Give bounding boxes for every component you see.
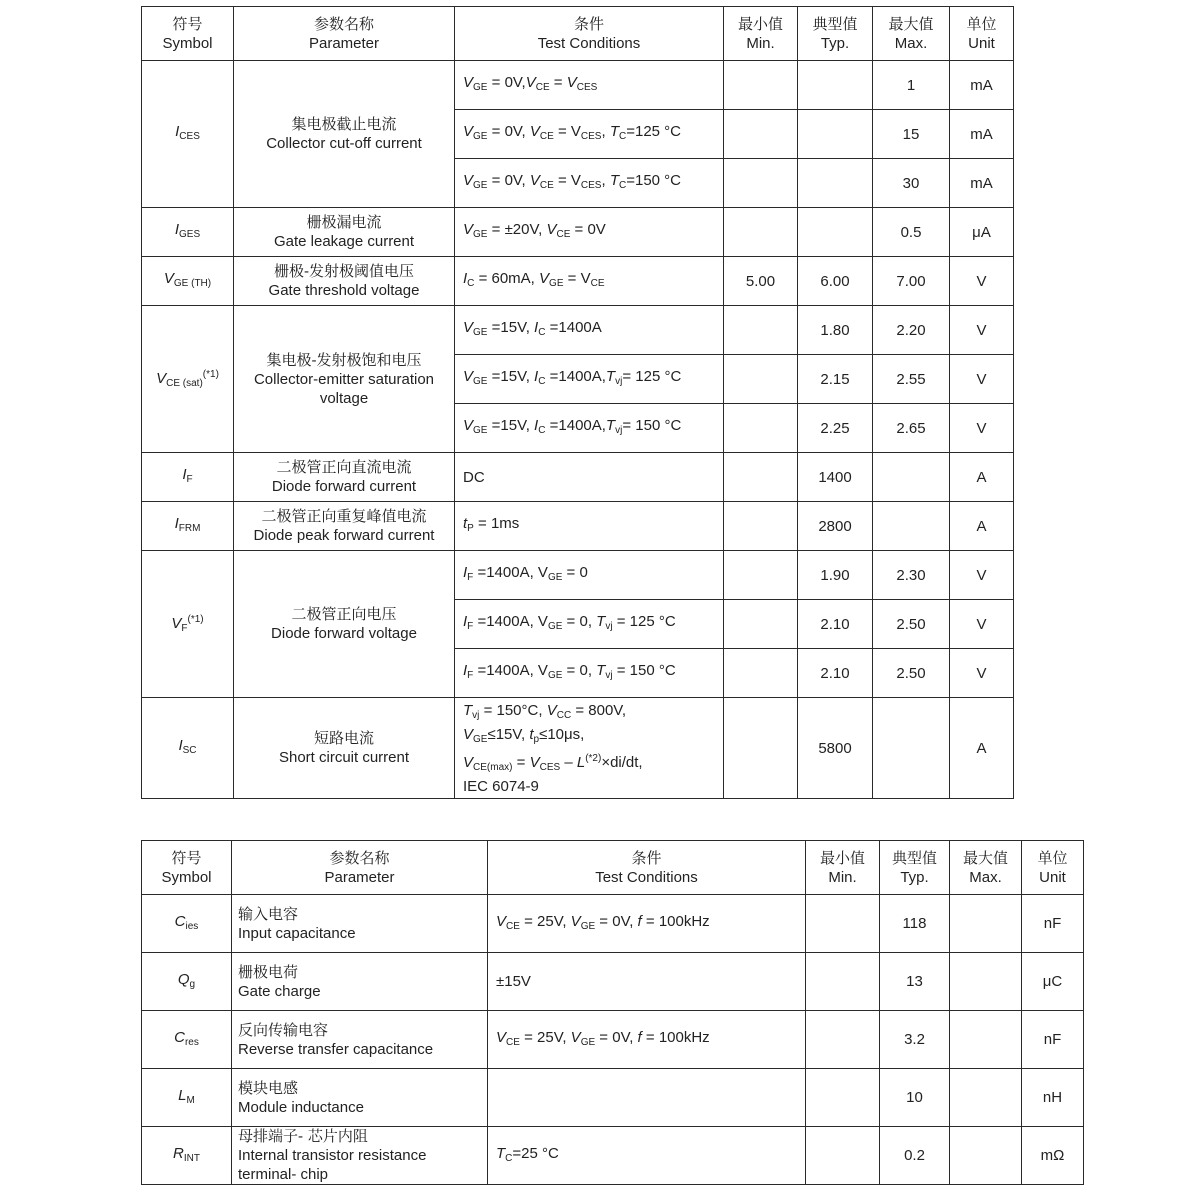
max-cell: [950, 1069, 1022, 1127]
header-typ: 典型值 Typ.: [798, 7, 873, 61]
unit-cell: mA: [950, 159, 1014, 208]
typ-cell: 2.10: [798, 600, 873, 649]
table-row: [142, 208, 1014, 257]
typ-cell: 0.2: [880, 1127, 950, 1185]
max-cell: [873, 698, 950, 799]
condition-cell: [488, 1069, 806, 1127]
table-row: [142, 257, 1014, 306]
table-row: [142, 502, 1014, 551]
min-cell: [806, 895, 880, 953]
header-conditions: 条件 Test Conditions: [455, 7, 724, 61]
header-max: 最大值 Max.: [950, 841, 1022, 895]
symbol-cres: $C_{res}$: [142, 1011, 232, 1069]
header-parameter: 参数名称 Parameter: [232, 841, 488, 895]
param-iges: 栅极漏电流 Gate leakage current: [234, 208, 455, 257]
max-cell: 2.50: [873, 600, 950, 649]
unit-cell: V: [950, 649, 1014, 698]
param-rint: 母排端子- 芯片内阻 Internal transistor resistance terminal- chip: [232, 1127, 488, 1185]
typ-cell: 13: [880, 953, 950, 1011]
typ-cell: 2.10: [798, 649, 873, 698]
min-cell: [724, 355, 798, 404]
symbol-ices: $I_{CES}$: [142, 61, 234, 208]
unit-cell: A: [950, 502, 1014, 551]
condition-cell: $I_F =1400A$, $V_{GE} = 0$, $T_{vj} = 150$ °C: [455, 649, 724, 698]
condition-cell: $V_{GE} =15V$, $I_C =1400A,T_{vj}= 150$ °C: [455, 404, 724, 453]
symbol-if: $I_F$: [142, 453, 234, 502]
table-header-row: [142, 841, 1084, 895]
header-min: 最小值 Min.: [724, 7, 798, 61]
min-cell: [724, 110, 798, 159]
param-vgeth: 栅极-发射极阈值电压 Gate threshold voltage: [234, 257, 455, 306]
table-row: [142, 698, 1014, 799]
typ-cell: 5800: [798, 698, 873, 799]
condition-cell: $V_{GE} = \pm 20V$, $V_{CE} = 0V$: [455, 208, 724, 257]
table-row: [142, 953, 1084, 1011]
unit-cell: mΩ: [1022, 1127, 1084, 1185]
typ-cell: 1.80: [798, 306, 873, 355]
condition-cell: $V_{CE} = 25V$, $V_{GE} = 0V$, f = 100kHz: [488, 895, 806, 953]
unit-cell: V: [950, 551, 1014, 600]
max-cell: [950, 953, 1022, 1011]
table-row: [142, 1069, 1084, 1127]
header-typ: 典型值 Typ.: [880, 841, 950, 895]
max-cell: [950, 895, 1022, 953]
param-lm: 模块电感 Module inductance: [232, 1069, 488, 1127]
condition-cell: $V_{CE} = 25V$, $V_{GE} = 0V$, f = 100kHz: [488, 1011, 806, 1069]
unit-cell: A: [950, 453, 1014, 502]
min-cell: [724, 208, 798, 257]
typ-cell: 2.25: [798, 404, 873, 453]
typ-cell: 10: [880, 1069, 950, 1127]
max-cell: 2.55: [873, 355, 950, 404]
symbol-vgeth: $V_{GE (TH)}$: [142, 257, 234, 306]
min-cell: [724, 404, 798, 453]
table-row: [142, 306, 1014, 355]
symbol-qg: $Q_g$: [142, 953, 232, 1011]
min-cell: 5.00: [724, 257, 798, 306]
unit-cell: V: [950, 257, 1014, 306]
module-characteristics-table: [141, 840, 1084, 1185]
min-cell: [806, 1011, 880, 1069]
electrical-characteristics-table: [141, 6, 1014, 799]
max-cell: [950, 1011, 1022, 1069]
table-row: [142, 551, 1014, 600]
unit-cell: V: [950, 404, 1014, 453]
min-cell: [724, 61, 798, 110]
condition-cell: $V_{GE} = 0V$, $V_{CE} = V_{CES}$, $T_C=150$ °C: [455, 159, 724, 208]
max-cell: [873, 453, 950, 502]
header-parameter: 参数名称 Parameter: [234, 7, 455, 61]
max-cell: [873, 502, 950, 551]
param-vf: 二极管正向电压 Diode forward voltage: [234, 551, 455, 698]
symbol-iges: $I_{GES}$: [142, 208, 234, 257]
param-cres: 反向传输电容 Reverse transfer capacitance: [232, 1011, 488, 1069]
condition-cell: $I_C = 60mA$, $V_{GE} = V_{CE}$: [455, 257, 724, 306]
unit-cell: nH: [1022, 1069, 1084, 1127]
min-cell: [724, 551, 798, 600]
typ-cell: 2.15: [798, 355, 873, 404]
max-cell: 2.20: [873, 306, 950, 355]
min-cell: [724, 698, 798, 799]
symbol-vcesat: $V_{CE (sat)}^{(*1)}$: [142, 306, 234, 453]
max-cell: 1: [873, 61, 950, 110]
typ-cell: [798, 61, 873, 110]
header-unit: 单位 Unit: [1022, 841, 1084, 895]
condition-cell: $T_C=25$ °C: [488, 1127, 806, 1185]
symbol-ifrm: $I_{FRM}$: [142, 502, 234, 551]
min-cell: [806, 953, 880, 1011]
table-row: [142, 453, 1014, 502]
header-symbol: 符号 Symbol: [142, 7, 234, 61]
condition-cell: $T_{vj} = 150^\circ C$, $V_{CC} = 800V$, $V_{GE}\le 15V$, $t_p\le 10\mu s$, $V_{CE(max)} = V_{CES} - L^{(*2)}\times di/dt$, IEC 6074-9: [455, 698, 724, 799]
unit-cell: A: [950, 698, 1014, 799]
unit-cell: mA: [950, 61, 1014, 110]
condition-cell: $I_F =1400A$, $V_{GE} = 0$: [455, 551, 724, 600]
unit-cell: nF: [1022, 1011, 1084, 1069]
condition-cell: $I_F =1400A$, $V_{GE} = 0$, $T_{vj} = 125$ °C: [455, 600, 724, 649]
table-row: [142, 1011, 1084, 1069]
condition-cell: $V_{GE} = 0V,V_{CE} = V_{CES}$: [455, 61, 724, 110]
unit-cell: V: [950, 600, 1014, 649]
typ-cell: 1.90: [798, 551, 873, 600]
max-cell: 2.65: [873, 404, 950, 453]
max-cell: [950, 1127, 1022, 1185]
table-row: [142, 1127, 1084, 1185]
typ-cell: 1400: [798, 453, 873, 502]
min-cell: [724, 600, 798, 649]
header-min: 最小值 Min.: [806, 841, 880, 895]
unit-cell: V: [950, 355, 1014, 404]
param-cies: 输入电容 Input capacitance: [232, 895, 488, 953]
max-cell: 30: [873, 159, 950, 208]
min-cell: [724, 453, 798, 502]
symbol-cies: $C_{ies}$: [142, 895, 232, 953]
typ-cell: [798, 159, 873, 208]
param-ices: 集电极截止电流 Collector cut-off current: [234, 61, 455, 208]
param-isc: 短路电流 Short circuit current: [234, 698, 455, 799]
param-qg: 栅极电荷 Gate charge: [232, 953, 488, 1011]
header-symbol: 符号 Symbol: [142, 841, 232, 895]
typ-cell: 3.2: [880, 1011, 950, 1069]
typ-cell: 6.00: [798, 257, 873, 306]
table-header-row: [142, 7, 1014, 61]
typ-cell: 2800: [798, 502, 873, 551]
unit-cell: nF: [1022, 895, 1084, 953]
condition-cell: $V_{GE} =15V$, $I_C =1400A,T_{vj}= 125$ °C: [455, 355, 724, 404]
min-cell: [806, 1127, 880, 1185]
min-cell: [724, 649, 798, 698]
typ-cell: 118: [880, 895, 950, 953]
header-unit: 单位 Unit: [950, 7, 1014, 61]
param-ifrm: 二极管正向重复峰值电流 Diode peak forward current: [234, 502, 455, 551]
header-conditions: 条件 Test Conditions: [488, 841, 806, 895]
unit-cell: mA: [950, 110, 1014, 159]
max-cell: 0.5: [873, 208, 950, 257]
table-row: [142, 895, 1084, 953]
min-cell: [806, 1069, 880, 1127]
unit-cell: μC: [1022, 953, 1084, 1011]
condition-cell: $V_{GE} =15V$, $I_C =1400A$: [455, 306, 724, 355]
min-cell: [724, 159, 798, 208]
min-cell: [724, 502, 798, 551]
symbol-lm: $L_M$: [142, 1069, 232, 1127]
condition-cell: $V_{GE} = 0V$, $V_{CE} = V_{CES}$, $T_C=125$ °C: [455, 110, 724, 159]
condition-cell: $t_P = 1ms$: [455, 502, 724, 551]
symbol-rint: $R_{INT}$: [142, 1127, 232, 1185]
table-row: [142, 61, 1014, 110]
min-cell: [724, 306, 798, 355]
unit-cell: μA: [950, 208, 1014, 257]
typ-cell: [798, 110, 873, 159]
symbol-isc: $I_{SC}$: [142, 698, 234, 799]
max-cell: 2.30: [873, 551, 950, 600]
condition-cell: DC: [455, 453, 724, 502]
typ-cell: [798, 208, 873, 257]
unit-cell: V: [950, 306, 1014, 355]
max-cell: 7.00: [873, 257, 950, 306]
condition-cell: ±15V: [488, 953, 806, 1011]
header-max: 最大值 Max.: [873, 7, 950, 61]
param-if: 二极管正向直流电流 Diode forward current: [234, 453, 455, 502]
param-vcesat: 集电极-发射极饱和电压 Collector-emitter saturation voltage: [234, 306, 455, 453]
max-cell: 2.50: [873, 649, 950, 698]
symbol-vf: $V_F^{(*1)}$: [142, 551, 234, 698]
max-cell: 15: [873, 110, 950, 159]
